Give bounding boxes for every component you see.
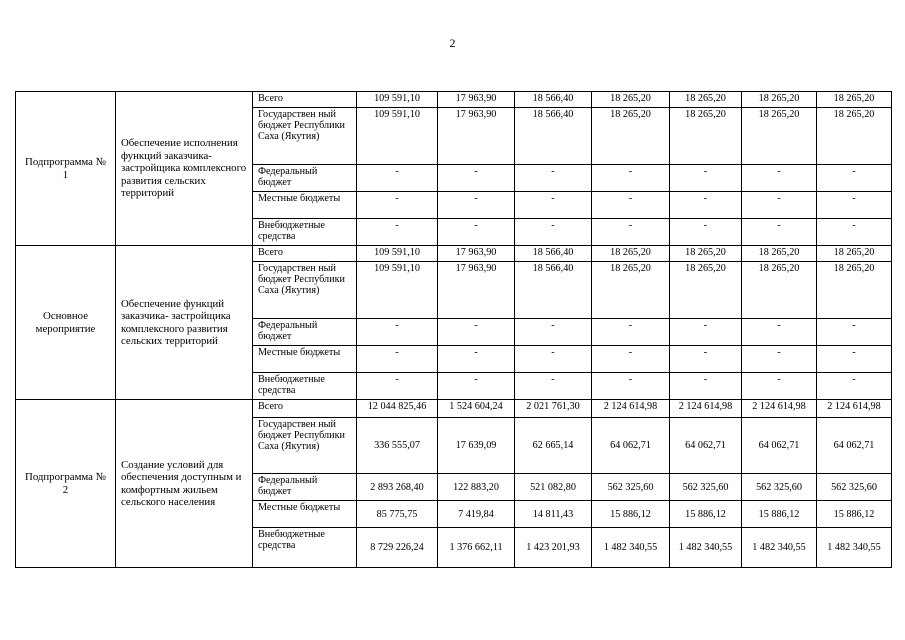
amount-cell: - xyxy=(742,192,817,219)
amount-cell: - xyxy=(670,192,742,219)
amount-cell: - xyxy=(592,346,670,373)
table-row xyxy=(16,400,892,418)
amount-cell: - xyxy=(438,165,515,192)
amount-cell: 109 591,10 xyxy=(357,262,438,319)
funding-source-cell: Всего xyxy=(253,246,357,262)
program-description-cell: Обеспечение функций заказчика- застройщика комплексного развития сельских территорий xyxy=(116,246,253,400)
amount-cell: - xyxy=(515,319,592,346)
amount-cell: 18 265,20 xyxy=(742,92,817,108)
amount-cell: - xyxy=(670,219,742,246)
amount-cell: 64 062,71 xyxy=(742,418,817,474)
amount-cell: - xyxy=(592,192,670,219)
amount-cell: 562 325,60 xyxy=(742,474,817,501)
amount-cell: 18 265,20 xyxy=(817,92,892,108)
funding-source-cell: Федеральный бюджет xyxy=(253,319,357,346)
amount-cell: - xyxy=(357,319,438,346)
amount-cell: 1 423 201,93 xyxy=(515,528,592,568)
amount-cell: - xyxy=(515,219,592,246)
amount-cell: - xyxy=(742,165,817,192)
amount-cell: 1 482 340,55 xyxy=(592,528,670,568)
amount-cell: 18 265,20 xyxy=(742,246,817,262)
amount-cell: 14 811,43 xyxy=(515,501,592,528)
amount-cell: - xyxy=(670,373,742,400)
amount-cell: 521 082,80 xyxy=(515,474,592,501)
amount-cell: 8 729 226,24 xyxy=(357,528,438,568)
funding-source-cell: Государствен ный бюджет Республики Саха (Якутия) xyxy=(253,108,357,165)
amount-cell: - xyxy=(817,165,892,192)
amount-cell: 18 265,20 xyxy=(742,108,817,165)
amount-cell: 17 963,90 xyxy=(438,246,515,262)
amount-cell: 18 566,40 xyxy=(515,262,592,319)
funding-source-cell: Местные бюджеты xyxy=(253,346,357,373)
budget-table xyxy=(15,91,892,568)
amount-cell: - xyxy=(817,373,892,400)
amount-cell: 336 555,07 xyxy=(357,418,438,474)
amount-cell: 18 265,20 xyxy=(670,262,742,319)
amount-cell: 7 419,84 xyxy=(438,501,515,528)
amount-cell: - xyxy=(742,346,817,373)
amount-cell: 62 665,14 xyxy=(515,418,592,474)
amount-cell: 18 265,20 xyxy=(670,108,742,165)
amount-cell: - xyxy=(670,319,742,346)
budget-table-body xyxy=(16,92,892,568)
amount-cell: - xyxy=(817,219,892,246)
amount-cell: 64 062,71 xyxy=(592,418,670,474)
amount-cell: - xyxy=(670,346,742,373)
amount-cell: 18 265,20 xyxy=(592,108,670,165)
funding-source-cell: Федеральный бюджет xyxy=(253,165,357,192)
funding-source-cell: Всего xyxy=(253,400,357,418)
amount-cell: - xyxy=(742,219,817,246)
amount-cell: 85 775,75 xyxy=(357,501,438,528)
amount-cell: 17 639,09 xyxy=(438,418,515,474)
amount-cell: 15 886,12 xyxy=(592,501,670,528)
amount-cell: 109 591,10 xyxy=(357,108,438,165)
amount-cell: - xyxy=(438,346,515,373)
amount-cell: 2 021 761,30 xyxy=(515,400,592,418)
amount-cell: 2 124 614,98 xyxy=(592,400,670,418)
program-description-cell: Создание условий для обеспечения доступным и комфортным жильем сельского населения xyxy=(116,400,253,568)
amount-cell: 18 265,20 xyxy=(817,262,892,319)
amount-cell: 2 124 614,98 xyxy=(670,400,742,418)
amount-cell: - xyxy=(592,373,670,400)
amount-cell: 1 376 662,11 xyxy=(438,528,515,568)
amount-cell: 2 124 614,98 xyxy=(742,400,817,418)
amount-cell: 2 893 268,40 xyxy=(357,474,438,501)
amount-cell: 15 886,12 xyxy=(670,501,742,528)
funding-source-cell: Внебюджетные средства xyxy=(253,528,357,568)
amount-cell: 18 265,20 xyxy=(592,92,670,108)
amount-cell: - xyxy=(357,346,438,373)
amount-cell: 15 886,12 xyxy=(817,501,892,528)
amount-cell: 64 062,71 xyxy=(670,418,742,474)
funding-source-cell: Местные бюджеты xyxy=(253,192,357,219)
amount-cell: - xyxy=(515,346,592,373)
amount-cell: 2 124 614,98 xyxy=(817,400,892,418)
funding-source-cell: Государствен ный бюджет Республики Саха (Якутия) xyxy=(253,418,357,474)
amount-cell: - xyxy=(592,219,670,246)
amount-cell: 18 566,40 xyxy=(515,108,592,165)
amount-cell: - xyxy=(357,373,438,400)
amount-cell: - xyxy=(670,165,742,192)
amount-cell: - xyxy=(817,319,892,346)
amount-cell: - xyxy=(438,373,515,400)
amount-cell: 18 265,20 xyxy=(742,262,817,319)
funding-source-cell: Местные бюджеты xyxy=(253,501,357,528)
amount-cell: 18 265,20 xyxy=(817,246,892,262)
amount-cell: - xyxy=(357,219,438,246)
amount-cell: 562 325,60 xyxy=(670,474,742,501)
amount-cell: 18 265,20 xyxy=(592,262,670,319)
amount-cell: 1 482 340,55 xyxy=(817,528,892,568)
amount-cell: 109 591,10 xyxy=(357,92,438,108)
amount-cell: - xyxy=(817,346,892,373)
amount-cell: - xyxy=(357,192,438,219)
page-number: 2 xyxy=(449,36,456,50)
amount-cell: 17 963,90 xyxy=(438,92,515,108)
amount-cell: 18 566,40 xyxy=(515,246,592,262)
funding-source-cell: Всего xyxy=(253,92,357,108)
amount-cell: - xyxy=(817,192,892,219)
amount-cell: - xyxy=(357,165,438,192)
program-title-cell: Подпрограмма № 2 xyxy=(16,400,116,568)
amount-cell: - xyxy=(592,165,670,192)
funding-source-cell: Внебюджетные средства xyxy=(253,373,357,400)
amount-cell: 18 566,40 xyxy=(515,92,592,108)
amount-cell: 1 482 340,55 xyxy=(670,528,742,568)
amount-cell: 18 265,20 xyxy=(670,246,742,262)
table-row xyxy=(16,92,892,108)
amount-cell: 17 963,90 xyxy=(438,262,515,319)
amount-cell: 1 482 340,55 xyxy=(742,528,817,568)
amount-cell: - xyxy=(515,165,592,192)
amount-cell: 18 265,20 xyxy=(817,108,892,165)
amount-cell: 562 325,60 xyxy=(592,474,670,501)
amount-cell: 109 591,10 xyxy=(357,246,438,262)
amount-cell: - xyxy=(438,319,515,346)
amount-cell: 17 963,90 xyxy=(438,108,515,165)
funding-source-cell: Государствен ный бюджет Республики Саха (Якутия) xyxy=(253,262,357,319)
amount-cell: 18 265,20 xyxy=(670,92,742,108)
amount-cell: - xyxy=(438,192,515,219)
funding-source-cell: Внебюджетные средства xyxy=(253,219,357,246)
table-row xyxy=(16,246,892,262)
funding-source-cell: Федеральный бюджет xyxy=(253,474,357,501)
amount-cell: 18 265,20 xyxy=(592,246,670,262)
amount-cell: - xyxy=(515,373,592,400)
amount-cell: 122 883,20 xyxy=(438,474,515,501)
amount-cell: - xyxy=(515,192,592,219)
amount-cell: - xyxy=(592,319,670,346)
program-description-cell: Обеспечение исполнения функций заказчика- застройщика комплексного развития сельских территорий xyxy=(116,92,253,246)
amount-cell: 12 044 825,46 xyxy=(357,400,438,418)
amount-cell: 15 886,12 xyxy=(742,501,817,528)
amount-cell: 562 325,60 xyxy=(817,474,892,501)
amount-cell: - xyxy=(438,219,515,246)
amount-cell: - xyxy=(742,373,817,400)
program-title-cell: Подпрограмма № 1 xyxy=(16,92,116,246)
amount-cell: - xyxy=(742,319,817,346)
amount-cell: 64 062,71 xyxy=(817,418,892,474)
program-title-cell: Основное мероприятие xyxy=(16,246,116,400)
amount-cell: 1 524 604,24 xyxy=(438,400,515,418)
